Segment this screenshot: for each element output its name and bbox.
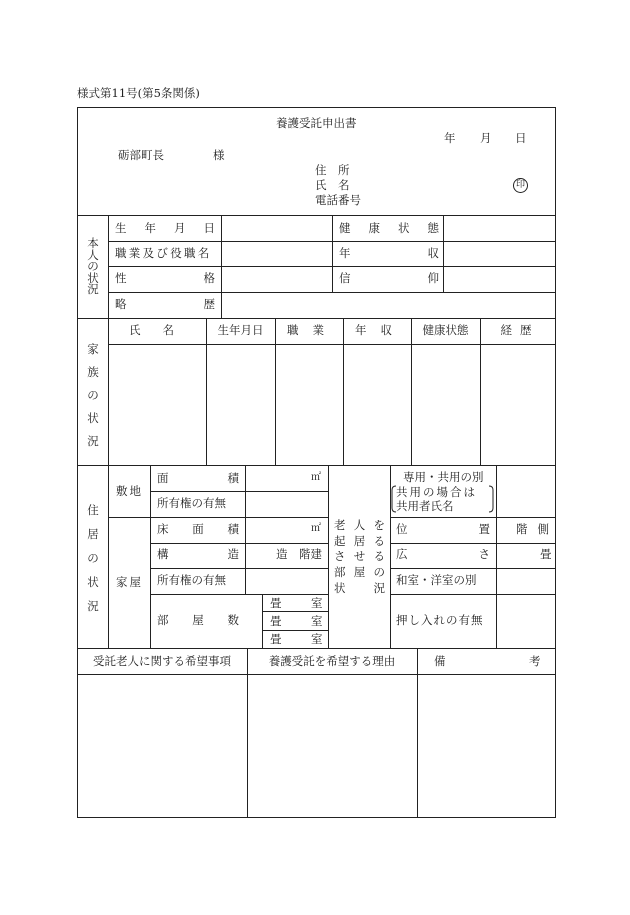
size-unit: 畳 <box>540 547 552 561</box>
shared-note-1: 共用の場合は <box>396 485 477 499</box>
phone-label: 電話番号 <box>315 193 361 207</box>
health-label: 健 康 状 態 <box>339 221 439 235</box>
personal-section-label: 本人の状況 <box>87 236 99 296</box>
house-label: 家屋 <box>116 575 143 589</box>
tatami-label-2: 畳 <box>270 614 282 628</box>
family-col-birth: 生年月日 <box>217 323 264 337</box>
exclusive-shared-label: 専用・共用の別 <box>403 470 484 484</box>
history-label: 略 歴 <box>115 297 215 311</box>
remarks-header-2: 考 <box>529 654 541 668</box>
elder-room-line-2: 起居る <box>334 534 385 548</box>
family-col-name: 氏名 <box>129 323 196 337</box>
reason-header: 養護受託を希望する理由 <box>268 654 396 668</box>
personality-label: 性 格 <box>115 271 215 285</box>
tatami-label-1: 畳 <box>270 596 282 610</box>
closet-label: 押し入れの有無 <box>396 613 484 627</box>
structure-unit: 造 階建 <box>276 547 322 561</box>
address-label: 住 所 <box>315 163 350 177</box>
site-ownership-label: 所有権の有無 <box>157 496 226 510</box>
remarks-header-1: 備 <box>434 654 446 668</box>
family-col-health: 健康状態 <box>422 323 469 337</box>
elder-room-line-1: 老人を <box>334 518 385 532</box>
room-unit-3: 室 <box>311 632 323 646</box>
addressee: 砺部町長 <box>118 148 164 162</box>
floor-area-unit: ㎡ <box>311 523 321 534</box>
shared-note-2: 共用者氏名 <box>396 499 454 513</box>
family-col-occupation: 職業 <box>287 323 338 337</box>
family-col-income: 年収 <box>355 323 406 337</box>
position-label: 位 置 <box>396 522 490 536</box>
residence-section-label: 住居の状況 <box>87 503 99 613</box>
room-count-label: 部 屋 数 <box>157 613 239 627</box>
income-label: 年 収 <box>339 246 439 260</box>
occupation-label: 職業及び役職名 <box>115 246 212 260</box>
date-year-label: 年 <box>444 131 456 145</box>
date-month-label: 月 <box>480 131 492 145</box>
site-area-unit: ㎡ <box>311 472 321 483</box>
house-ownership-label: 所有権の有無 <box>157 573 226 587</box>
elder-room-line-5: 状況 <box>334 581 385 595</box>
date-day-label: 日 <box>515 131 527 145</box>
floor-side-label: 階側 <box>516 522 559 536</box>
birth-label: 生 年 月 日 <box>115 221 215 235</box>
structure-label: 構 造 <box>157 547 239 561</box>
form-title: 養護受託申出書 <box>276 116 357 130</box>
wishes-header: 受託老人に関する希望事項 <box>93 654 231 668</box>
family-section-label: 家族の状況 <box>87 342 99 448</box>
room-unit-1: 室 <box>311 596 323 610</box>
name-label: 氏 名 <box>315 178 350 192</box>
floor-area-label: 床 面 積 <box>157 522 239 536</box>
tatami-label-3: 畳 <box>270 632 282 646</box>
room-type-label: 和室・洋室の別 <box>396 573 477 587</box>
site-label: 敷地 <box>116 484 143 498</box>
belief-label: 信 仰 <box>339 271 439 285</box>
site-area-label: 面 積 <box>157 471 239 485</box>
seal-mark: 印 <box>513 178 528 193</box>
honorific: 様 <box>213 148 225 162</box>
family-col-career: 経歴 <box>500 323 540 337</box>
form-label: 様式第11号(第5条関係) <box>77 86 200 100</box>
room-unit-2: 室 <box>311 614 323 628</box>
elder-room-line-3: させる <box>334 549 385 563</box>
elder-room-line-4: 部屋の <box>334 565 385 579</box>
size-label: 広 さ <box>396 547 490 561</box>
